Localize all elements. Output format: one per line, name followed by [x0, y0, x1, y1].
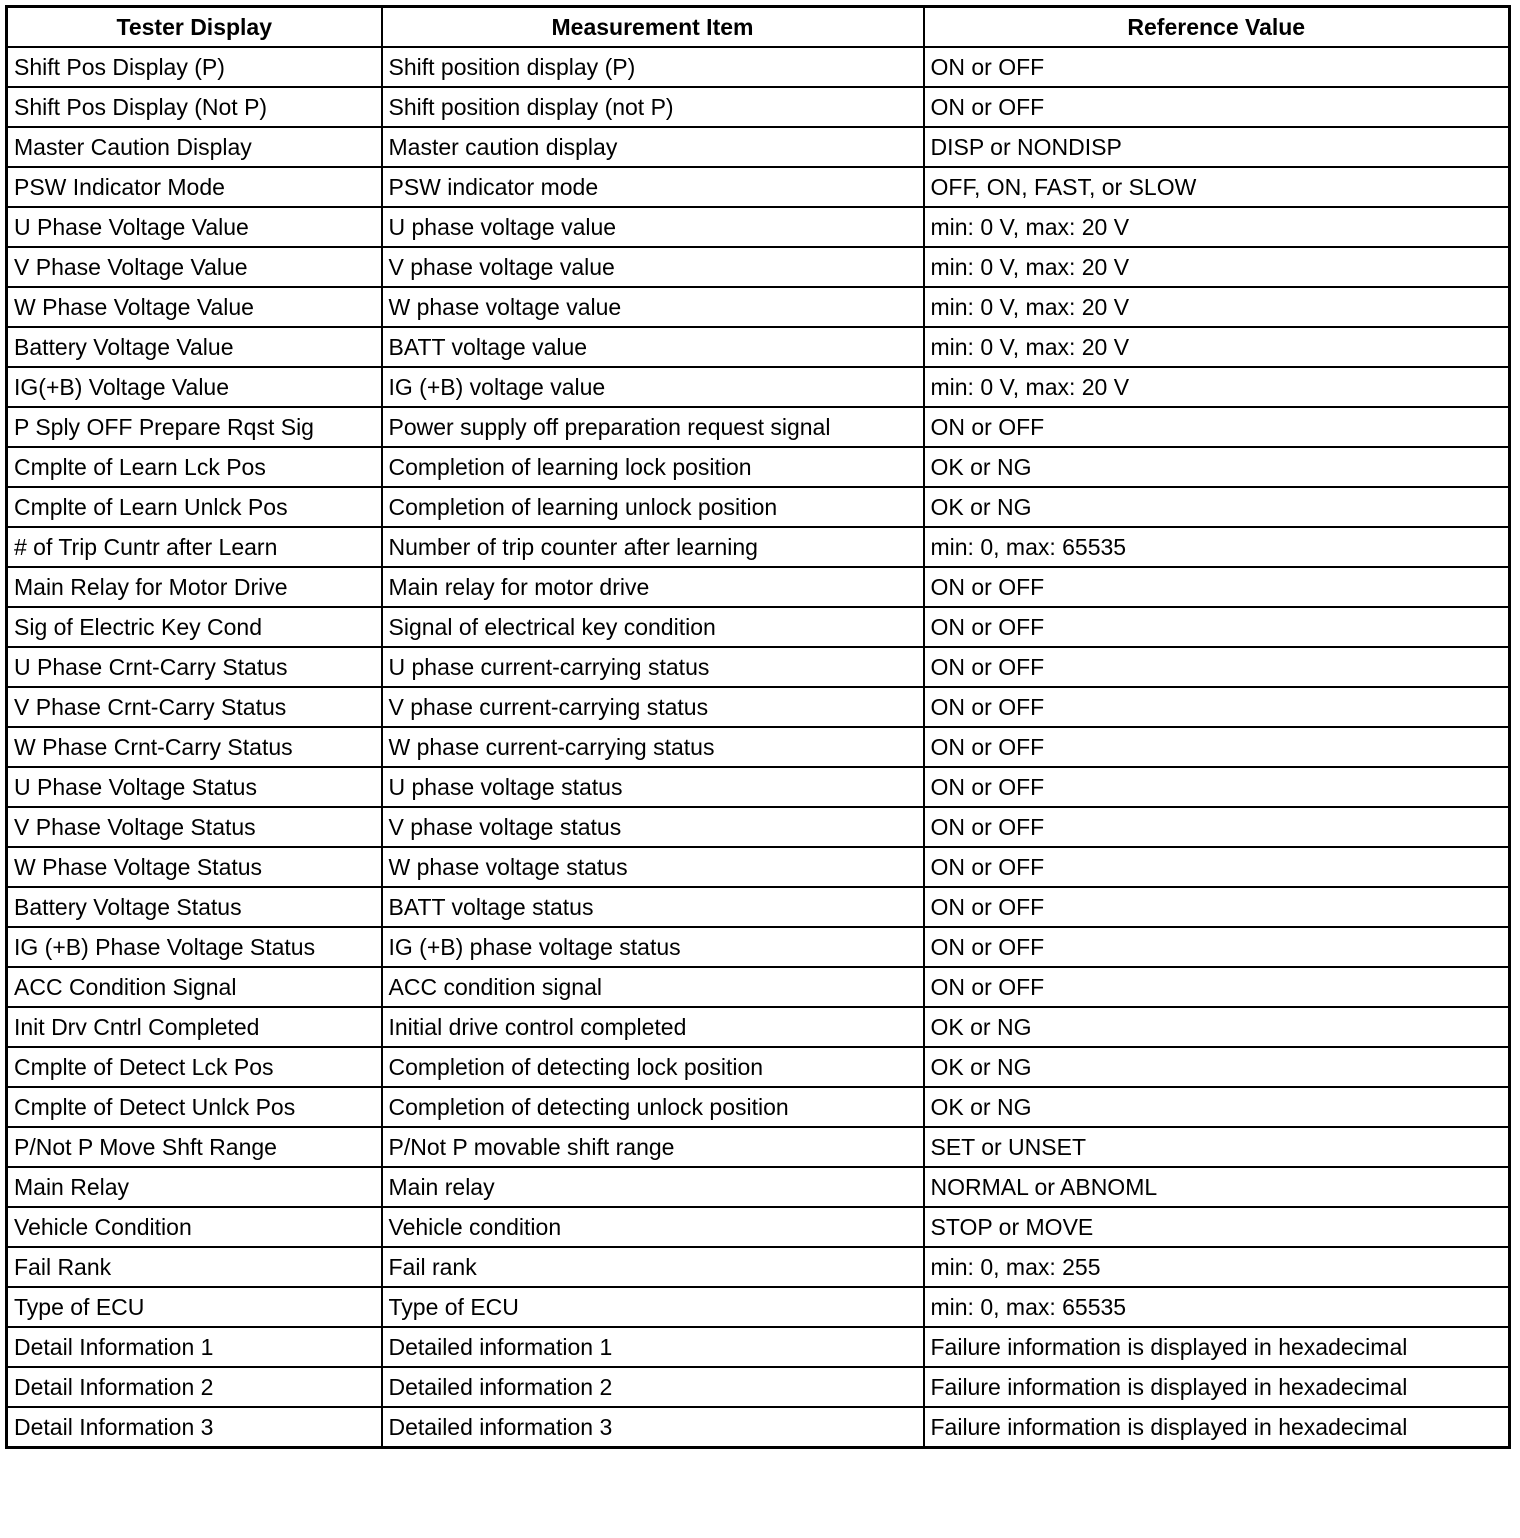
measurement-item-cell: U phase voltage status [382, 767, 924, 807]
measurement-item-cell: Fail rank [382, 1247, 924, 1287]
measurement-item-cell: U phase voltage value [382, 207, 924, 247]
tester-display-cell: Detail Information 3 [7, 1407, 382, 1448]
reference-value-cell: min: 0 V, max: 20 V [924, 327, 1510, 367]
reference-value-cell: ON or OFF [924, 767, 1510, 807]
reference-value-cell: OK or NG [924, 1087, 1510, 1127]
measurement-item-cell: Signal of electrical key condition [382, 607, 924, 647]
reference-value-cell: min: 0 V, max: 20 V [924, 287, 1510, 327]
tester-display-cell: P Sply OFF Prepare Rqst Sig [7, 407, 382, 447]
measurement-item-cell: Completion of learning lock position [382, 447, 924, 487]
reference-value-cell: min: 0 V, max: 20 V [924, 247, 1510, 287]
tester-display-cell: Cmplte of Detect Unlck Pos [7, 1087, 382, 1127]
table-row [7, 287, 1510, 327]
tester-display-cell: ACC Condition Signal [7, 967, 382, 1007]
measurement-item-cell: W phase voltage status [382, 847, 924, 887]
measurement-item-cell: P/Not P movable shift range [382, 1127, 924, 1167]
reference-value-cell: ON or OFF [924, 607, 1510, 647]
table-row [7, 847, 1510, 887]
reference-value-cell: ON or OFF [924, 407, 1510, 447]
measurement-item-cell: PSW indicator mode [382, 167, 924, 207]
tester-display-cell: Detail Information 2 [7, 1367, 382, 1407]
table-row [7, 807, 1510, 847]
table-header [7, 7, 1510, 48]
table-row [7, 1167, 1510, 1207]
measurement-item-cell: U phase current-carrying status [382, 647, 924, 687]
reference-value-cell: OFF, ON, FAST, or SLOW [924, 167, 1510, 207]
tester-display-cell: V Phase Voltage Value [7, 247, 382, 287]
reference-value-cell: OK or NG [924, 487, 1510, 527]
measurement-item-cell: ACC condition signal [382, 967, 924, 1007]
reference-value-cell: ON or OFF [924, 727, 1510, 767]
tester-display-cell: Vehicle Condition [7, 1207, 382, 1247]
table-row [7, 887, 1510, 927]
table-row [7, 927, 1510, 967]
table-row [7, 1047, 1510, 1087]
tester-display-cell: IG(+B) Voltage Value [7, 367, 382, 407]
tester-display-cell: Cmplte of Learn Lck Pos [7, 447, 382, 487]
tester-display-cell: Fail Rank [7, 1247, 382, 1287]
table-row [7, 1087, 1510, 1127]
reference-value-cell: ON or OFF [924, 47, 1510, 87]
header-tester-display: Tester Display [7, 7, 382, 48]
measurement-item-cell: Detailed information 2 [382, 1367, 924, 1407]
table-row [7, 167, 1510, 207]
reference-value-cell: OK or NG [924, 1007, 1510, 1047]
reference-value-cell: Failure information is displayed in hexadecimal [924, 1367, 1510, 1407]
table-row [7, 967, 1510, 1007]
measurement-item-cell: Initial drive control completed [382, 1007, 924, 1047]
table-row [7, 367, 1510, 407]
tester-display-cell: V Phase Crnt-Carry Status [7, 687, 382, 727]
measurement-item-cell: Vehicle condition [382, 1207, 924, 1247]
tester-display-cell: U Phase Voltage Status [7, 767, 382, 807]
tester-display-cell: Battery Voltage Value [7, 327, 382, 367]
reference-value-cell: DISP or NONDISP [924, 127, 1510, 167]
tester-display-cell: U Phase Crnt-Carry Status [7, 647, 382, 687]
table-row [7, 567, 1510, 607]
reference-value-cell: min: 0 V, max: 20 V [924, 367, 1510, 407]
reference-value-cell: ON or OFF [924, 567, 1510, 607]
measurement-item-cell: BATT voltage value [382, 327, 924, 367]
tester-display-cell: Battery Voltage Status [7, 887, 382, 927]
measurement-item-cell: Number of trip counter after learning [382, 527, 924, 567]
reference-value-cell: SET or UNSET [924, 1127, 1510, 1167]
tester-display-cell: U Phase Voltage Value [7, 207, 382, 247]
reference-value-cell: ON or OFF [924, 967, 1510, 1007]
tester-display-cell: Sig of Electric Key Cond [7, 607, 382, 647]
tester-display-cell: Cmplte of Learn Unlck Pos [7, 487, 382, 527]
table-row [7, 87, 1510, 127]
table-row [7, 407, 1510, 447]
tester-display-cell: # of Trip Cuntr after Learn [7, 527, 382, 567]
reference-value-cell: ON or OFF [924, 887, 1510, 927]
measurement-item-cell: Master caution display [382, 127, 924, 167]
table-row [7, 487, 1510, 527]
tester-display-cell: IG (+B) Phase Voltage Status [7, 927, 382, 967]
reference-value-cell: min: 0 V, max: 20 V [924, 207, 1510, 247]
measurement-item-cell: Completion of learning unlock position [382, 487, 924, 527]
table-row [7, 727, 1510, 767]
header-row [7, 7, 1510, 48]
reference-value-cell: ON or OFF [924, 847, 1510, 887]
reference-value-cell: Failure information is displayed in hexadecimal [924, 1407, 1510, 1448]
reference-value-cell: ON or OFF [924, 647, 1510, 687]
reference-value-cell: STOP or MOVE [924, 1207, 1510, 1247]
table-row [7, 687, 1510, 727]
tester-display-cell: PSW Indicator Mode [7, 167, 382, 207]
tester-display-cell: Main Relay [7, 1167, 382, 1207]
reference-value-cell: min: 0, max: 65535 [924, 1287, 1510, 1327]
tester-display-cell: W Phase Voltage Status [7, 847, 382, 887]
tester-display-cell: Init Drv Cntrl Completed [7, 1007, 382, 1047]
table-row [7, 1407, 1510, 1448]
measurement-item-cell: IG (+B) phase voltage status [382, 927, 924, 967]
tester-display-cell: Master Caution Display [7, 127, 382, 167]
table-row [7, 1247, 1510, 1287]
tester-display-cell: Cmplte of Detect Lck Pos [7, 1047, 382, 1087]
reference-value-cell: min: 0, max: 255 [924, 1247, 1510, 1287]
table-row [7, 527, 1510, 567]
table-row [7, 607, 1510, 647]
table-row [7, 1367, 1510, 1407]
measurement-item-cell: Main relay for motor drive [382, 567, 924, 607]
tester-display-cell: Main Relay for Motor Drive [7, 567, 382, 607]
measurement-item-cell: Type of ECU [382, 1287, 924, 1327]
measurement-item-cell: Completion of detecting unlock position [382, 1087, 924, 1127]
table-row [7, 327, 1510, 367]
header-measurement-item: Measurement Item [382, 7, 924, 48]
measurement-item-cell: Power supply off preparation request signal [382, 407, 924, 447]
reference-value-cell: min: 0, max: 65535 [924, 527, 1510, 567]
reference-value-cell: ON or OFF [924, 687, 1510, 727]
header-reference-value: Reference Value [924, 7, 1510, 48]
reference-value-cell: OK or NG [924, 1047, 1510, 1087]
reference-table [5, 5, 1511, 1449]
measurement-item-cell: Shift position display (not P) [382, 87, 924, 127]
tester-display-cell: Detail Information 1 [7, 1327, 382, 1367]
table-row [7, 1127, 1510, 1167]
measurement-item-cell: Detailed information 3 [382, 1407, 924, 1448]
table-row [7, 1007, 1510, 1047]
tester-display-cell: Shift Pos Display (P) [7, 47, 382, 87]
reference-value-cell: ON or OFF [924, 927, 1510, 967]
table-body [7, 47, 1510, 1448]
table-row [7, 447, 1510, 487]
tester-display-cell: W Phase Crnt-Carry Status [7, 727, 382, 767]
reference-value-cell: Failure information is displayed in hexadecimal [924, 1327, 1510, 1367]
measurement-item-cell: V phase voltage value [382, 247, 924, 287]
measurement-item-cell: IG (+B) voltage value [382, 367, 924, 407]
measurement-item-cell: V phase current-carrying status [382, 687, 924, 727]
measurement-item-cell: BATT voltage status [382, 887, 924, 927]
tester-display-cell: W Phase Voltage Value [7, 287, 382, 327]
table-row [7, 767, 1510, 807]
table-row [7, 207, 1510, 247]
table-row [7, 647, 1510, 687]
tester-display-cell: Shift Pos Display (Not P) [7, 87, 382, 127]
measurement-item-cell: Main relay [382, 1167, 924, 1207]
table-row [7, 247, 1510, 287]
table-row [7, 127, 1510, 167]
measurement-item-cell: W phase current-carrying status [382, 727, 924, 767]
measurement-item-cell: Completion of detecting lock position [382, 1047, 924, 1087]
tester-display-cell: V Phase Voltage Status [7, 807, 382, 847]
measurement-item-cell: Detailed information 1 [382, 1327, 924, 1367]
measurement-item-cell: W phase voltage value [382, 287, 924, 327]
table-row [7, 47, 1510, 87]
reference-value-cell: ON or OFF [924, 87, 1510, 127]
tester-display-cell: Type of ECU [7, 1287, 382, 1327]
measurement-item-cell: Shift position display (P) [382, 47, 924, 87]
measurement-item-cell: V phase voltage status [382, 807, 924, 847]
table-row [7, 1207, 1510, 1247]
tester-display-cell: P/Not P Move Shft Range [7, 1127, 382, 1167]
reference-value-cell: NORMAL or ABNOML [924, 1167, 1510, 1207]
table-row [7, 1287, 1510, 1327]
reference-value-cell: OK or NG [924, 447, 1510, 487]
table-row [7, 1327, 1510, 1367]
reference-value-cell: ON or OFF [924, 807, 1510, 847]
